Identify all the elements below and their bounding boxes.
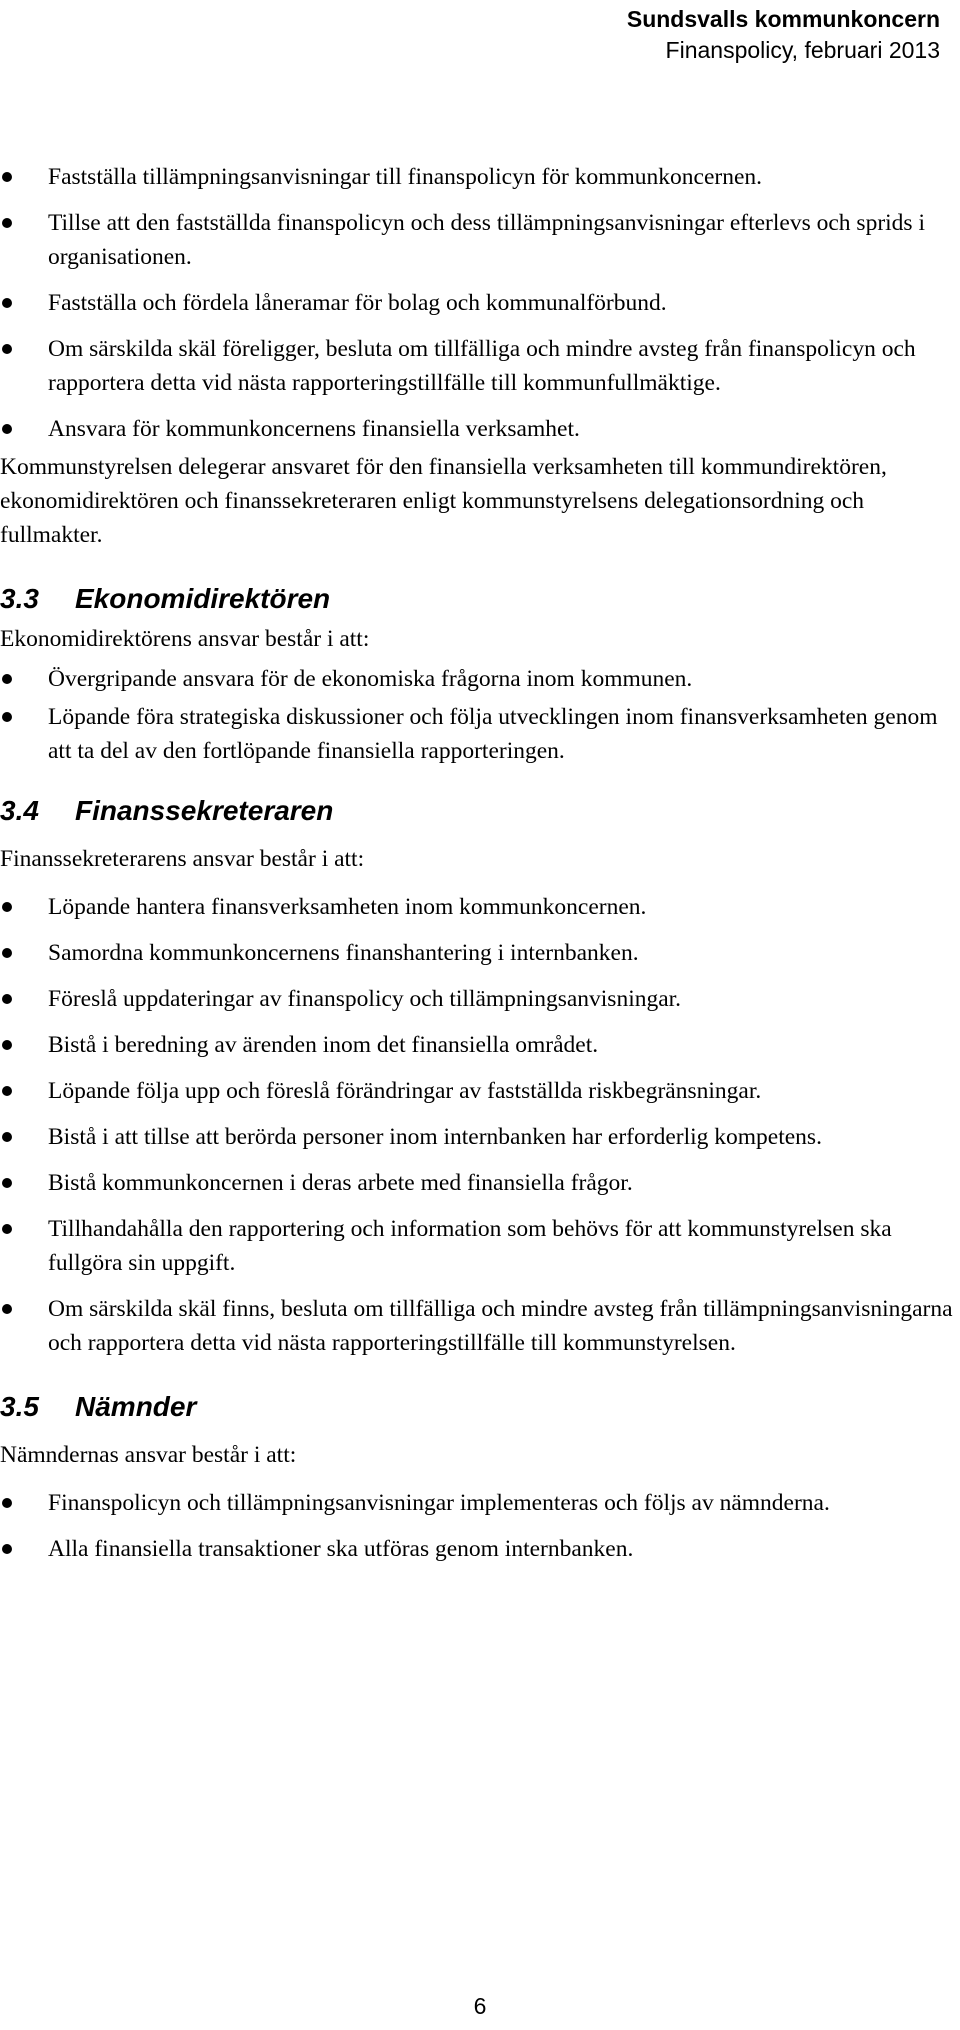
list-item: Fastställa tillämpningsanvisningar till finanspolicyn för kommunkoncernen. xyxy=(0,160,955,194)
list-item: Tillse att den fastställda finanspolicyn och dess tillämpningsanvisningar efterlevs och sprids i organisationen. xyxy=(0,206,955,274)
list-item: Tillhandahålla den rapportering och information som behövs för att kommunstyrelsen ska fullgöra sin uppgift. xyxy=(0,1212,955,1280)
section-heading-3-4 xyxy=(0,794,955,828)
list-item: Bistå i att tillse att berörda personer inom internbanken har erforderlig kompetens. xyxy=(0,1120,955,1154)
list-item: Löpande följa upp och föreslå förändringar av fastställda riskbegränsningar. xyxy=(0,1074,955,1108)
list-item: Bistå i beredning av ärenden inom det finansiella området. xyxy=(0,1028,955,1062)
list-item: Bistå kommunkoncernen i deras arbete med finansiella frågor. xyxy=(0,1166,955,1200)
list-item: Om särskilda skäl föreligger, besluta om tillfälliga och mindre avsteg från finanspolicyn och rapportera detta vid nästa rapporteringstillfälle till kommunfullmäktige. xyxy=(0,332,955,400)
section-3-3-bullets xyxy=(0,662,955,768)
list-item: Finanspolicyn och tillämpningsanvisningar implementeras och följs av nämnderna. xyxy=(0,1486,955,1520)
section-intro: Finanssekreterarens ansvar består i att: xyxy=(0,846,365,872)
section-title: Nämnder xyxy=(75,1391,197,1422)
section-title: Ekonomidirektören xyxy=(75,583,331,614)
delegation-paragraph: Kommunstyrelsen delegerar ansvaret för den finansiella verksamheten till kommundirektören, ekonomidirektören och finanssekreteraren enligt kommunstyrelsens delegationsordning och fullmakter. xyxy=(0,454,887,548)
page-header xyxy=(627,4,940,66)
section-title: Finanssekreteraren xyxy=(75,795,334,826)
list-item: Löpande föra strategiska diskussioner och följa utvecklingen inom finansverksamheten genom att ta del av den fortlöpande finansiella rapporteringen. xyxy=(0,700,955,768)
section-number: 3.5 xyxy=(0,1391,39,1422)
intro-bullet-list xyxy=(0,160,955,446)
section-number: 3.4 xyxy=(0,795,39,826)
header-organization: Sundsvalls kommunkoncern xyxy=(626,6,940,32)
list-item: Föreslå uppdateringar av finanspolicy och tillämpningsanvisningar. xyxy=(0,982,955,1016)
list-item: Fastställa och fördela låneramar för bolag och kommunalförbund. xyxy=(0,286,955,320)
list-item: Ansvara för kommunkoncernens finansiella verksamhet. xyxy=(0,412,955,446)
list-item: Löpande hantera finansverksamheten inom kommunkoncernen. xyxy=(0,890,955,924)
list-item: Alla finansiella transaktioner ska utföras genom internbanken. xyxy=(0,1532,955,1566)
list-item: Övergripande ansvara för de ekonomiska frågorna inom kommunen. xyxy=(0,662,955,696)
list-item: Om särskilda skäl finns, besluta om tillfälliga och mindre avsteg från tillämpningsanvisningarna och rapportera detta vid nästa rapporteringstillfälle till kommunstyrelsen. xyxy=(0,1292,955,1360)
section-3-4-bullets xyxy=(0,890,955,1360)
list-item: Samordna kommunkoncernens finanshantering i internbanken. xyxy=(0,936,955,970)
section-intro: Nämndernas ansvar består i att: xyxy=(0,1442,297,1468)
document-body xyxy=(0,160,955,1578)
section-3-5-bullets xyxy=(0,1486,955,1566)
section-heading-3-3 xyxy=(0,582,955,616)
section-number: 3.3 xyxy=(0,583,39,614)
page-number: 6 xyxy=(473,1993,487,2019)
section-intro: Ekonomidirektörens ansvar består i att: xyxy=(0,626,370,652)
section-heading-3-5 xyxy=(0,1390,955,1424)
header-subtitle: Finanspolicy, februari 2013 xyxy=(665,37,940,63)
